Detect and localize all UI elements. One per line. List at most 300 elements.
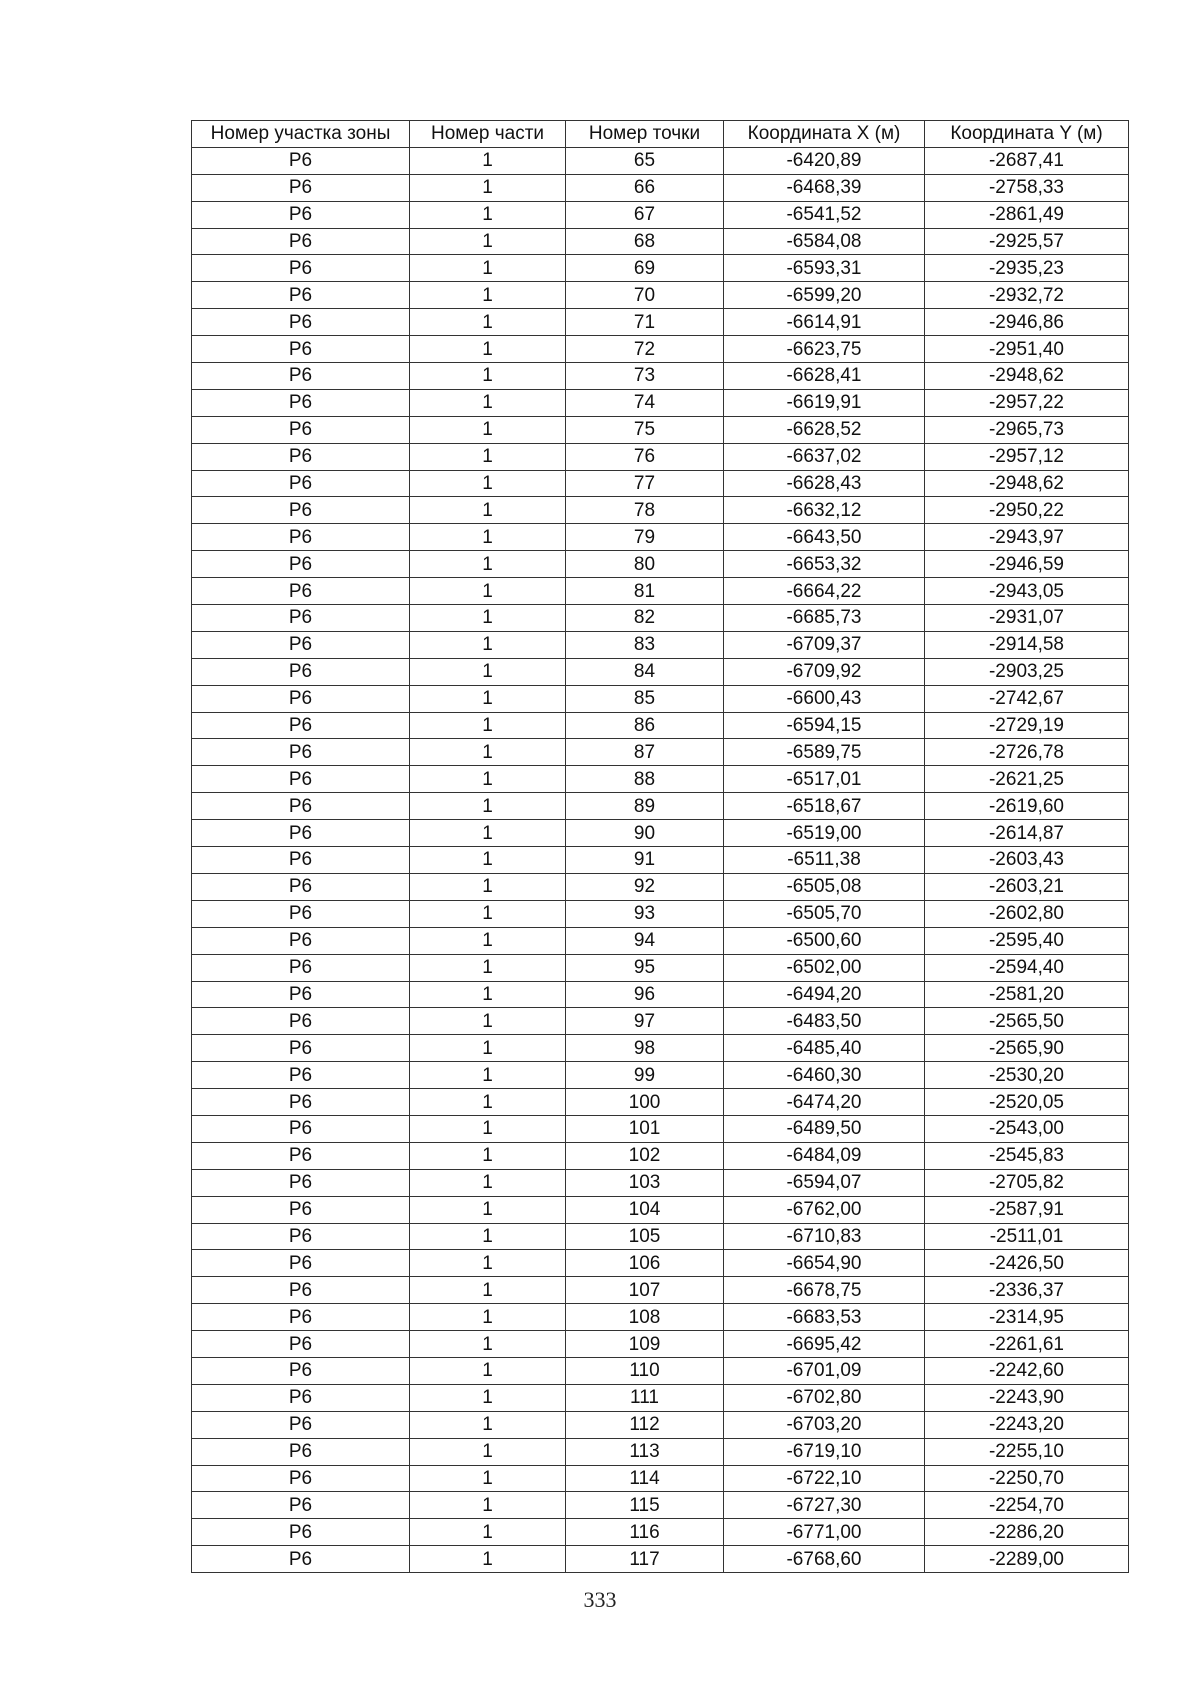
coordinate-y-cell: -2951,40	[925, 336, 1129, 363]
coordinate-y-cell: -2289,00	[925, 1546, 1129, 1573]
zone-plot-cell: Р6	[192, 363, 410, 390]
coordinate-x-cell: -6719,10	[724, 1438, 925, 1465]
point-number-cell: 104	[566, 1196, 724, 1223]
part-number-cell: 1	[410, 1304, 566, 1331]
coordinate-x-cell: -6701,09	[724, 1357, 925, 1384]
zone-plot-cell: Р6	[192, 1304, 410, 1331]
coordinate-x-cell: -6632,12	[724, 497, 925, 524]
point-number-cell: 111	[566, 1384, 724, 1411]
coordinate-x-cell: -6584,08	[724, 228, 925, 255]
part-number-cell: 1	[410, 389, 566, 416]
part-number-cell: 1	[410, 900, 566, 927]
part-number-cell: 1	[410, 255, 566, 282]
zone-plot-cell: Р6	[192, 1492, 410, 1519]
point-number-cell: 68	[566, 228, 724, 255]
coordinate-y-cell: -2935,23	[925, 255, 1129, 282]
part-number-cell: 1	[410, 954, 566, 981]
table-row	[192, 658, 1129, 685]
point-number-cell: 71	[566, 309, 724, 336]
table-row	[192, 1035, 1129, 1062]
coordinate-y-cell: -2742,67	[925, 685, 1129, 712]
point-number-cell: 115	[566, 1492, 724, 1519]
zone-plot-cell: Р6	[192, 605, 410, 632]
zone-plot-cell: Р6	[192, 443, 410, 470]
point-number-cell: 88	[566, 766, 724, 793]
coordinate-y-cell: -2726,78	[925, 739, 1129, 766]
coordinate-x-cell: -6594,15	[724, 712, 925, 739]
zone-plot-cell: Р6	[192, 228, 410, 255]
table-row	[192, 847, 1129, 874]
zone-plot-cell: Р6	[192, 578, 410, 605]
part-number-cell: 1	[410, 739, 566, 766]
point-number-cell: 87	[566, 739, 724, 766]
coordinate-y-cell: -2619,60	[925, 793, 1129, 820]
coordinate-y-cell: -2242,60	[925, 1357, 1129, 1384]
table-row	[192, 820, 1129, 847]
table-row	[192, 551, 1129, 578]
zone-plot-cell: Р6	[192, 1035, 410, 1062]
coordinate-y-cell: -2914,58	[925, 631, 1129, 658]
coordinate-x-cell: -6518,67	[724, 793, 925, 820]
part-number-cell: 1	[410, 336, 566, 363]
coordinate-y-cell: -2314,95	[925, 1304, 1129, 1331]
zone-plot-cell: Р6	[192, 497, 410, 524]
zone-plot-cell: Р6	[192, 255, 410, 282]
coordinate-y-cell: -2520,05	[925, 1089, 1129, 1116]
table-body	[192, 147, 1129, 1572]
coordinate-y-cell: -2957,12	[925, 443, 1129, 470]
coordinate-x-cell: -6484,09	[724, 1142, 925, 1169]
table-row	[192, 873, 1129, 900]
zone-plot-cell: Р6	[192, 793, 410, 820]
zone-plot-cell: Р6	[192, 1438, 410, 1465]
point-number-cell: 72	[566, 336, 724, 363]
coordinate-y-cell: -2594,40	[925, 954, 1129, 981]
part-number-cell: 1	[410, 981, 566, 1008]
part-number-cell: 1	[410, 1465, 566, 1492]
table-row	[192, 605, 1129, 632]
part-number-cell: 1	[410, 578, 566, 605]
coordinate-y-cell: -2946,59	[925, 551, 1129, 578]
coordinate-y-cell: -2543,00	[925, 1115, 1129, 1142]
zone-plot-cell: Р6	[192, 1196, 410, 1223]
table-row	[192, 1008, 1129, 1035]
point-number-cell: 94	[566, 927, 724, 954]
part-number-cell: 1	[410, 1089, 566, 1116]
coordinate-x-cell: -6637,02	[724, 443, 925, 470]
part-number-cell: 1	[410, 551, 566, 578]
zone-plot-cell: Р6	[192, 739, 410, 766]
coordinate-y-cell: -2932,72	[925, 282, 1129, 309]
point-number-cell: 85	[566, 685, 724, 712]
table-row	[192, 470, 1129, 497]
coordinate-x-cell: -6771,00	[724, 1519, 925, 1546]
header-part-number: Номер части	[410, 121, 566, 148]
part-number-cell: 1	[410, 1196, 566, 1223]
part-number-cell: 1	[410, 631, 566, 658]
zone-plot-cell: Р6	[192, 1008, 410, 1035]
zone-plot-cell: Р6	[192, 389, 410, 416]
coordinate-y-cell: -2903,25	[925, 658, 1129, 685]
point-number-cell: 98	[566, 1035, 724, 1062]
header-coordinate-x: Координата X (м)	[724, 121, 925, 148]
table-row	[192, 389, 1129, 416]
part-number-cell: 1	[410, 712, 566, 739]
point-number-cell: 109	[566, 1331, 724, 1358]
point-number-cell: 113	[566, 1438, 724, 1465]
table-row	[192, 1304, 1129, 1331]
part-number-cell: 1	[410, 1169, 566, 1196]
point-number-cell: 69	[566, 255, 724, 282]
coordinate-x-cell: -6600,43	[724, 685, 925, 712]
coordinate-x-cell: -6643,50	[724, 524, 925, 551]
zone-plot-cell: Р6	[192, 1546, 410, 1573]
point-number-cell: 116	[566, 1519, 724, 1546]
zone-plot-cell: Р6	[192, 1411, 410, 1438]
table-row	[192, 443, 1129, 470]
point-number-cell: 105	[566, 1223, 724, 1250]
part-number-cell: 1	[410, 443, 566, 470]
table-row	[192, 497, 1129, 524]
coordinate-y-cell: -2565,50	[925, 1008, 1129, 1035]
zone-plot-cell: Р6	[192, 1062, 410, 1089]
table-row	[192, 1384, 1129, 1411]
point-number-cell: 99	[566, 1062, 724, 1089]
table-row	[192, 793, 1129, 820]
table-row	[192, 685, 1129, 712]
table-row	[192, 524, 1129, 551]
zone-plot-cell: Р6	[192, 336, 410, 363]
coordinate-x-cell: -6709,92	[724, 658, 925, 685]
coordinate-x-cell: -6762,00	[724, 1196, 925, 1223]
point-number-cell: 65	[566, 147, 724, 174]
table-row	[192, 900, 1129, 927]
zone-plot-cell: Р6	[192, 1519, 410, 1546]
coordinate-x-cell: -6727,30	[724, 1492, 925, 1519]
table-row	[192, 739, 1129, 766]
coordinate-y-cell: -2261,61	[925, 1331, 1129, 1358]
coordinate-y-cell: -2943,97	[925, 524, 1129, 551]
point-number-cell: 66	[566, 174, 724, 201]
point-number-cell: 112	[566, 1411, 724, 1438]
part-number-cell: 1	[410, 820, 566, 847]
coordinate-x-cell: -6460,30	[724, 1062, 925, 1089]
coordinate-x-cell: -6594,07	[724, 1169, 925, 1196]
coordinate-y-cell: -2255,10	[925, 1438, 1129, 1465]
zone-plot-cell: Р6	[192, 1142, 410, 1169]
coordinate-y-cell: -2595,40	[925, 927, 1129, 954]
table-header-row	[192, 121, 1129, 148]
point-number-cell: 84	[566, 658, 724, 685]
table-row	[192, 1169, 1129, 1196]
zone-plot-cell: Р6	[192, 1089, 410, 1116]
point-number-cell: 74	[566, 389, 724, 416]
coordinate-y-cell: -2943,05	[925, 578, 1129, 605]
part-number-cell: 1	[410, 1223, 566, 1250]
coordinate-x-cell: -6500,60	[724, 927, 925, 954]
zone-plot-cell: Р6	[192, 873, 410, 900]
part-number-cell: 1	[410, 524, 566, 551]
part-number-cell: 1	[410, 416, 566, 443]
table-row	[192, 981, 1129, 1008]
table-row	[192, 927, 1129, 954]
part-number-cell: 1	[410, 1331, 566, 1358]
table-row	[192, 1519, 1129, 1546]
zone-plot-cell: Р6	[192, 1384, 410, 1411]
coordinate-y-cell: -2243,90	[925, 1384, 1129, 1411]
coordinate-y-cell: -2705,82	[925, 1169, 1129, 1196]
coordinate-x-cell: -6654,90	[724, 1250, 925, 1277]
table-row	[192, 578, 1129, 605]
point-number-cell: 75	[566, 416, 724, 443]
part-number-cell: 1	[410, 847, 566, 874]
point-number-cell: 80	[566, 551, 724, 578]
coordinate-y-cell: -2286,20	[925, 1519, 1129, 1546]
table-row	[192, 282, 1129, 309]
coordinate-x-cell: -6468,39	[724, 174, 925, 201]
table-row	[192, 712, 1129, 739]
part-number-cell: 1	[410, 793, 566, 820]
coordinate-y-cell: -2758,33	[925, 174, 1129, 201]
zone-plot-cell: Р6	[192, 1169, 410, 1196]
part-number-cell: 1	[410, 228, 566, 255]
coordinate-y-cell: -2581,20	[925, 981, 1129, 1008]
coordinate-y-cell: -2254,70	[925, 1492, 1129, 1519]
coordinate-x-cell: -6768,60	[724, 1546, 925, 1573]
part-number-cell: 1	[410, 1519, 566, 1546]
point-number-cell: 102	[566, 1142, 724, 1169]
coordinate-x-cell: -6614,91	[724, 309, 925, 336]
part-number-cell: 1	[410, 1250, 566, 1277]
coordinate-x-cell: -6517,01	[724, 766, 925, 793]
part-number-cell: 1	[410, 147, 566, 174]
zone-plot-cell: Р6	[192, 1250, 410, 1277]
point-number-cell: 93	[566, 900, 724, 927]
coordinate-y-cell: -2587,91	[925, 1196, 1129, 1223]
zone-plot-cell: Р6	[192, 927, 410, 954]
zone-plot-cell: Р6	[192, 416, 410, 443]
coordinate-x-cell: -6695,42	[724, 1331, 925, 1358]
point-number-cell: 73	[566, 363, 724, 390]
coordinate-y-cell: -2931,07	[925, 605, 1129, 632]
point-number-cell: 78	[566, 497, 724, 524]
point-number-cell: 95	[566, 954, 724, 981]
coordinate-x-cell: -6628,43	[724, 470, 925, 497]
table-row	[192, 1250, 1129, 1277]
zone-plot-cell: Р6	[192, 900, 410, 927]
point-number-cell: 101	[566, 1115, 724, 1142]
point-number-cell: 89	[566, 793, 724, 820]
coordinate-x-cell: -6599,20	[724, 282, 925, 309]
part-number-cell: 1	[410, 174, 566, 201]
table-row	[192, 147, 1129, 174]
point-number-cell: 90	[566, 820, 724, 847]
table-row	[192, 228, 1129, 255]
zone-plot-cell: Р6	[192, 470, 410, 497]
zone-plot-cell: Р6	[192, 820, 410, 847]
table-row	[192, 201, 1129, 228]
coordinate-x-cell: -6685,73	[724, 605, 925, 632]
coordinate-x-cell: -6710,83	[724, 1223, 925, 1250]
part-number-cell: 1	[410, 927, 566, 954]
table-row	[192, 1062, 1129, 1089]
point-number-cell: 79	[566, 524, 724, 551]
table-row	[192, 1411, 1129, 1438]
coordinate-x-cell: -6703,20	[724, 1411, 925, 1438]
coordinate-x-cell: -6511,38	[724, 847, 925, 874]
coordinate-y-cell: -2965,73	[925, 416, 1129, 443]
coordinate-x-cell: -6505,70	[724, 900, 925, 927]
point-number-cell: 103	[566, 1169, 724, 1196]
zone-plot-cell: Р6	[192, 1357, 410, 1384]
zone-plot-cell: Р6	[192, 954, 410, 981]
table-row	[192, 1331, 1129, 1358]
coordinate-x-cell: -6505,08	[724, 873, 925, 900]
header-zone-plot-number: Номер участка зоны	[192, 121, 410, 148]
part-number-cell: 1	[410, 201, 566, 228]
coordinate-y-cell: -2565,90	[925, 1035, 1129, 1062]
part-number-cell: 1	[410, 1438, 566, 1465]
coordinate-x-cell: -6683,53	[724, 1304, 925, 1331]
coordinate-x-cell: -6678,75	[724, 1277, 925, 1304]
table-row	[192, 1465, 1129, 1492]
zone-plot-cell: Р6	[192, 1223, 410, 1250]
coordinate-y-cell: -2602,80	[925, 900, 1129, 927]
part-number-cell: 1	[410, 1411, 566, 1438]
coordinates-table	[191, 120, 1129, 1573]
coordinate-x-cell: -6502,00	[724, 954, 925, 981]
part-number-cell: 1	[410, 1008, 566, 1035]
part-number-cell: 1	[410, 685, 566, 712]
zone-plot-cell: Р6	[192, 201, 410, 228]
zone-plot-cell: Р6	[192, 685, 410, 712]
zone-plot-cell: Р6	[192, 631, 410, 658]
zone-plot-cell: Р6	[192, 282, 410, 309]
point-number-cell: 83	[566, 631, 724, 658]
coordinate-y-cell: -2950,22	[925, 497, 1129, 524]
coordinate-x-cell: -6593,31	[724, 255, 925, 282]
part-number-cell: 1	[410, 1492, 566, 1519]
point-number-cell: 67	[566, 201, 724, 228]
table-row	[192, 766, 1129, 793]
zone-plot-cell: Р6	[192, 1465, 410, 1492]
table-row	[192, 1438, 1129, 1465]
table-row	[192, 631, 1129, 658]
zone-plot-cell: Р6	[192, 712, 410, 739]
table-row	[192, 416, 1129, 443]
coordinate-y-cell: -2946,86	[925, 309, 1129, 336]
coordinate-y-cell: -2603,43	[925, 847, 1129, 874]
table-row	[192, 1546, 1129, 1573]
point-number-cell: 97	[566, 1008, 724, 1035]
coordinate-y-cell: -2336,37	[925, 1277, 1129, 1304]
coordinate-y-cell: -2545,83	[925, 1142, 1129, 1169]
coordinate-x-cell: -6628,41	[724, 363, 925, 390]
coordinate-x-cell: -6489,50	[724, 1115, 925, 1142]
table-row	[192, 1492, 1129, 1519]
part-number-cell: 1	[410, 1357, 566, 1384]
table-row	[192, 1089, 1129, 1116]
header-coordinate-y: Координата Y (м)	[925, 121, 1129, 148]
zone-plot-cell: Р6	[192, 981, 410, 1008]
coordinate-y-cell: -2621,25	[925, 766, 1129, 793]
zone-plot-cell: Р6	[192, 524, 410, 551]
coordinate-x-cell: -6653,32	[724, 551, 925, 578]
coordinate-y-cell: -2687,41	[925, 147, 1129, 174]
part-number-cell: 1	[410, 1384, 566, 1411]
point-number-cell: 70	[566, 282, 724, 309]
table-row	[192, 1357, 1129, 1384]
point-number-cell: 117	[566, 1546, 724, 1573]
coordinate-y-cell: -2243,20	[925, 1411, 1129, 1438]
coordinate-x-cell: -6485,40	[724, 1035, 925, 1062]
coordinate-y-cell: -2948,62	[925, 363, 1129, 390]
coordinate-x-cell: -6494,20	[724, 981, 925, 1008]
point-number-cell: 82	[566, 605, 724, 632]
point-number-cell: 86	[566, 712, 724, 739]
table-row	[192, 954, 1129, 981]
point-number-cell: 106	[566, 1250, 724, 1277]
coordinate-y-cell: -2948,62	[925, 470, 1129, 497]
part-number-cell: 1	[410, 873, 566, 900]
point-number-cell: 76	[566, 443, 724, 470]
coordinate-y-cell: -2957,22	[925, 389, 1129, 416]
coordinate-x-cell: -6420,89	[724, 147, 925, 174]
part-number-cell: 1	[410, 605, 566, 632]
point-number-cell: 77	[566, 470, 724, 497]
table-row	[192, 363, 1129, 390]
coordinate-x-cell: -6623,75	[724, 336, 925, 363]
part-number-cell: 1	[410, 282, 566, 309]
part-number-cell: 1	[410, 1142, 566, 1169]
zone-plot-cell: Р6	[192, 309, 410, 336]
zone-plot-cell: Р6	[192, 1331, 410, 1358]
table-row	[192, 1223, 1129, 1250]
part-number-cell: 1	[410, 470, 566, 497]
coordinate-y-cell: -2861,49	[925, 201, 1129, 228]
coordinate-x-cell: -6702,80	[724, 1384, 925, 1411]
part-number-cell: 1	[410, 658, 566, 685]
coordinate-y-cell: -2250,70	[925, 1465, 1129, 1492]
zone-plot-cell: Р6	[192, 551, 410, 578]
point-number-cell: 96	[566, 981, 724, 1008]
point-number-cell: 108	[566, 1304, 724, 1331]
header-point-number: Номер точки	[566, 121, 724, 148]
coordinate-x-cell: -6519,00	[724, 820, 925, 847]
coordinate-x-cell: -6722,10	[724, 1465, 925, 1492]
table-row	[192, 336, 1129, 363]
table-row	[192, 1115, 1129, 1142]
table-row	[192, 174, 1129, 201]
point-number-cell: 114	[566, 1465, 724, 1492]
point-number-cell: 91	[566, 847, 724, 874]
part-number-cell: 1	[410, 363, 566, 390]
part-number-cell: 1	[410, 1277, 566, 1304]
coordinate-x-cell: -6483,50	[724, 1008, 925, 1035]
coordinate-x-cell: -6619,91	[724, 389, 925, 416]
part-number-cell: 1	[410, 309, 566, 336]
point-number-cell: 92	[566, 873, 724, 900]
coordinate-y-cell: -2426,50	[925, 1250, 1129, 1277]
part-number-cell: 1	[410, 1062, 566, 1089]
coordinate-x-cell: -6541,52	[724, 201, 925, 228]
coordinate-y-cell: -2614,87	[925, 820, 1129, 847]
coordinate-y-cell: -2603,21	[925, 873, 1129, 900]
zone-plot-cell: Р6	[192, 147, 410, 174]
zone-plot-cell: Р6	[192, 658, 410, 685]
coordinate-x-cell: -6709,37	[724, 631, 925, 658]
part-number-cell: 1	[410, 1035, 566, 1062]
